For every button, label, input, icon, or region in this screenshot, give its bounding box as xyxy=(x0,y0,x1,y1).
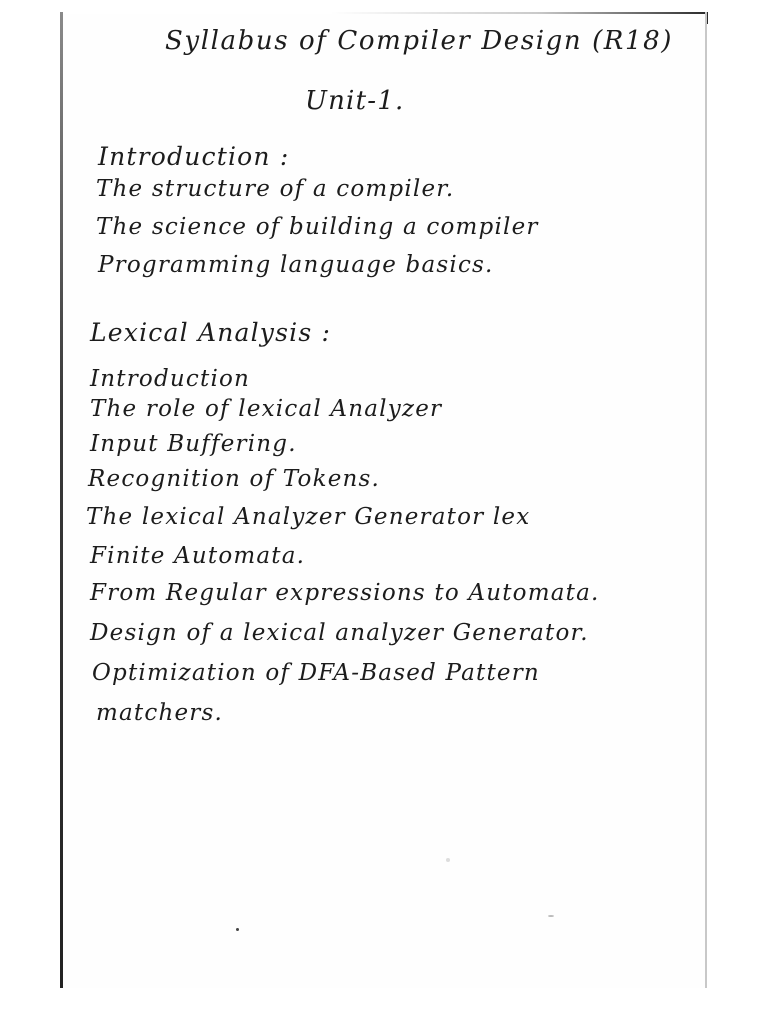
list-item: The role of lexical Analyzer xyxy=(90,396,443,422)
list-item: Design of a lexical analyzer Generator. xyxy=(90,620,589,646)
section-heading-introduction: Introduction : xyxy=(98,142,290,171)
list-item: Optimization of DFA-Based Pattern xyxy=(92,660,540,686)
list-item: The structure of a compiler. xyxy=(96,176,455,202)
list-item: Programming language basics. xyxy=(98,252,494,278)
list-item: matchers. xyxy=(96,700,223,726)
scan-speck xyxy=(446,858,450,862)
page-title: Syllabus of Compiler Design (R18) xyxy=(165,26,674,56)
unit-heading: Unit-1. xyxy=(305,86,405,116)
list-item: Introduction xyxy=(90,366,251,392)
scan-speck xyxy=(548,915,554,917)
list-item: The lexical Analyzer Generator lex xyxy=(86,504,531,530)
scan-edge-right xyxy=(705,12,707,988)
list-item: The science of building a compiler xyxy=(96,214,539,240)
scan-speck xyxy=(236,928,239,931)
section-heading-lexical-analysis: Lexical Analysis : xyxy=(90,318,332,347)
list-item: Input Buffering. xyxy=(90,431,297,457)
list-item: From Regular expressions to Automata. xyxy=(90,580,600,606)
list-item: Recognition of Tokens. xyxy=(88,466,381,492)
list-item: Finite Automata. xyxy=(90,543,306,569)
